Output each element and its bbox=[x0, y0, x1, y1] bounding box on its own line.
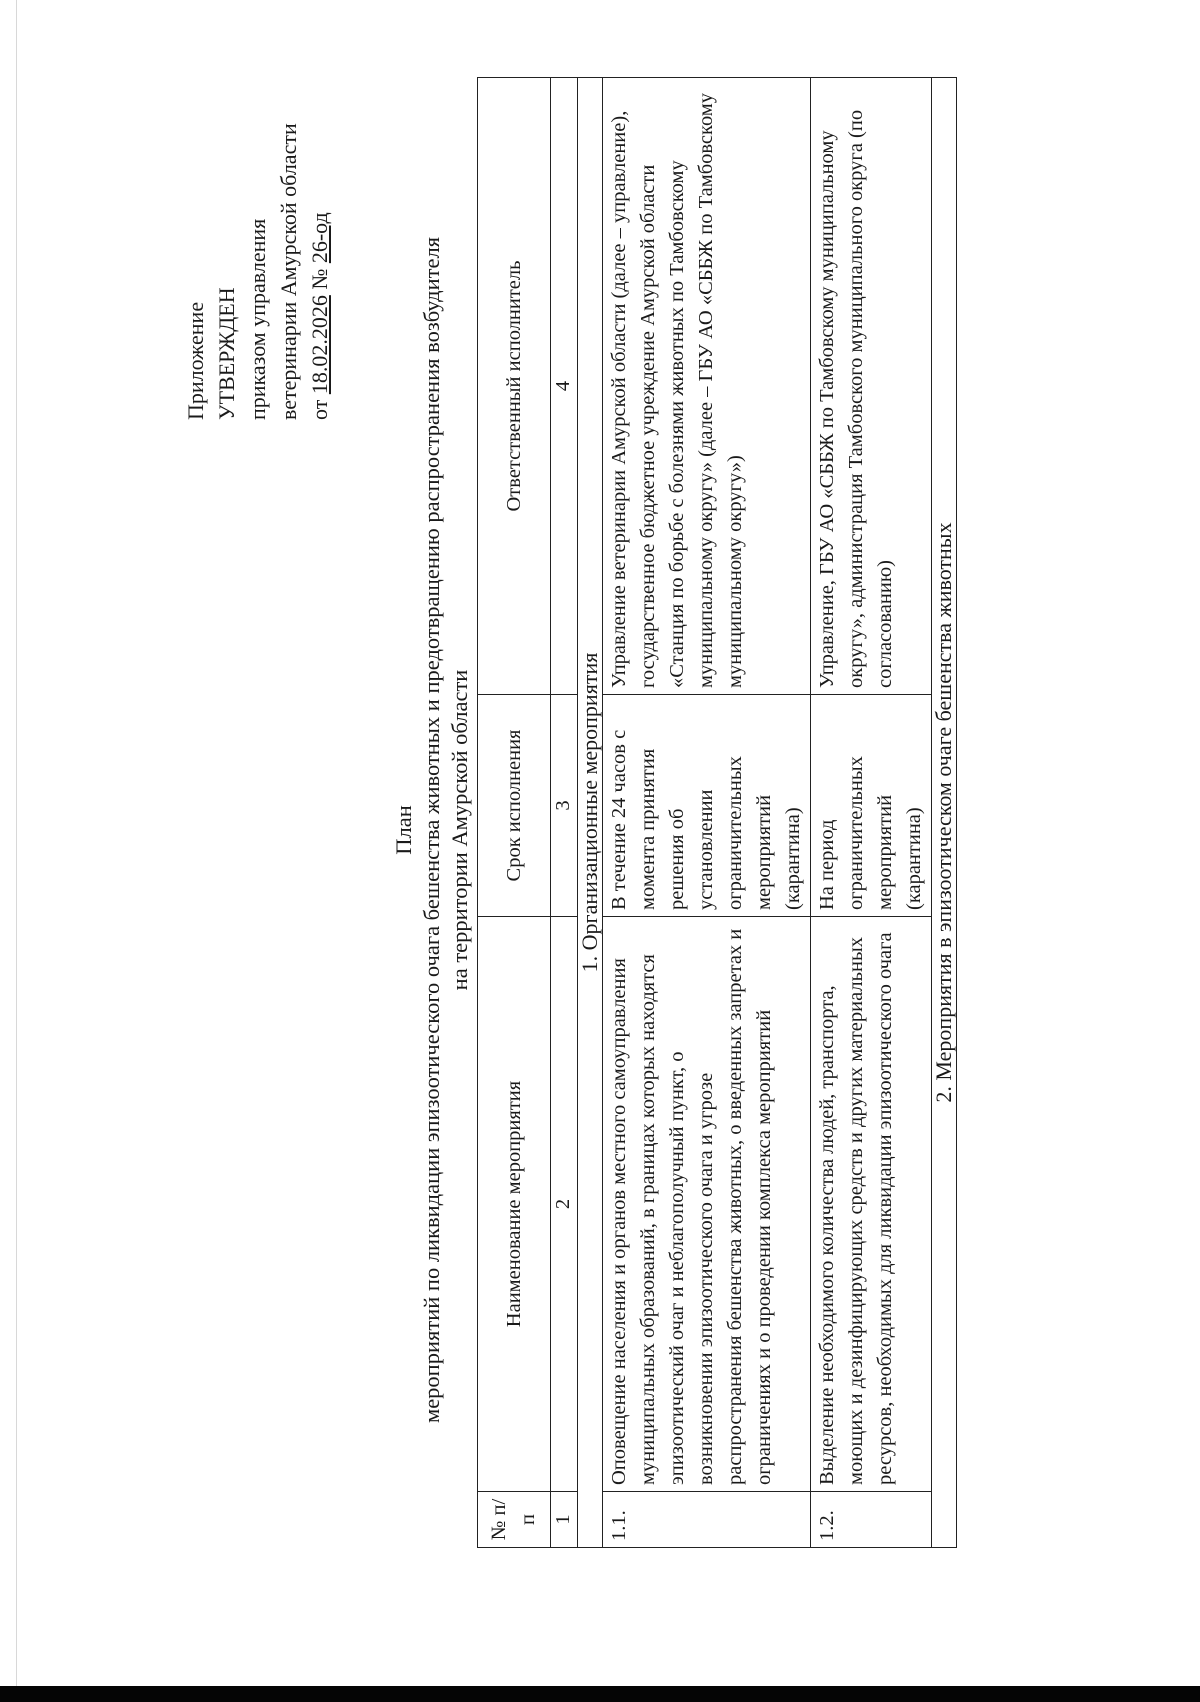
column-number: 3 bbox=[551, 695, 578, 917]
column-number: 1 bbox=[551, 1492, 578, 1548]
section-1-heading: 1. Организационные мероприятия bbox=[578, 78, 603, 1548]
header-responsible: Ответственный исполнитель bbox=[478, 78, 551, 695]
order-number: 26-од bbox=[307, 212, 332, 264]
row-number: 1.1. bbox=[603, 1492, 811, 1548]
row-responsible: Управление ветеринарии Амурской области (далее – управление), государственное бюджетное учреждение Амурской области «Станция по борьбе с болезнями животных по Тамбовскому муниципальному округу» (далее – ГБУ АО «СББЖ по Тамбовскому муниципальному округу») bbox=[603, 78, 811, 695]
header-term: Срок исполнения bbox=[478, 695, 551, 917]
number-sign: № bbox=[307, 268, 332, 290]
order-date-line bbox=[304, 60, 335, 420]
appendix-label: Приложение bbox=[183, 301, 208, 420]
row-number: 1.2. bbox=[811, 1492, 932, 1548]
table-row bbox=[811, 78, 932, 1548]
section-heading-row bbox=[932, 78, 957, 1548]
rotated-document-page bbox=[90, 50, 1100, 1610]
table-header-row bbox=[478, 78, 551, 1548]
approval-stamp-block bbox=[180, 60, 335, 420]
row-term: В течение 24 часов с момента принятия решения об установлении ограничительных мероприятий (карантина) bbox=[603, 695, 811, 917]
header-name: Наименование мероприятия bbox=[478, 917, 551, 1492]
title-territory: на территории Амурской области bbox=[447, 669, 472, 991]
order-line: приказом управления bbox=[245, 218, 270, 420]
title-subject: мероприятий по ликвидации эпизоотического очага бешенства животных и предотвращению распространения возбудителя bbox=[419, 236, 444, 1424]
approved-label: УТВЕРЖДЕН bbox=[214, 287, 239, 420]
title-plan: План bbox=[391, 805, 416, 855]
order-date: 18.02.2026 bbox=[307, 295, 332, 395]
row-responsible: Управление, ГБУ АО «СББЖ по Тамбовскому муниципальному округу», администрация Тамбовского муниципального округа (по согласованию) bbox=[811, 78, 932, 695]
scan-left-edge bbox=[16, 0, 17, 1686]
authority-line: ветеринарии Амурской области bbox=[276, 123, 301, 420]
plan-table bbox=[477, 77, 957, 1548]
column-number: 4 bbox=[551, 78, 578, 695]
table-row bbox=[603, 78, 811, 1548]
row-term: На период ограничительных мероприятий (карантина) bbox=[811, 695, 932, 917]
section-2-heading: 2. Мероприятия в эпизоотическом очаге бешенства животных bbox=[932, 78, 957, 1548]
section-heading-row bbox=[578, 78, 603, 1548]
column-number-row bbox=[551, 78, 578, 1548]
row-measure-name: Выделение необходимого количества людей, транспорта, моющих и дезинфицирующих средств и других материальных ресурсов, необходимых для ликвидации эпизоотического очага bbox=[811, 917, 932, 1492]
document-title bbox=[390, 50, 474, 1610]
row-measure-name: Оповещение населения и органов местного самоуправления муниципальных образований, в границах которых находятся эпизоотический очаг и неблагополучный пункт, о возникновении эпизоотического очага и угрозе распространения бешенства животных, о введенных запретах и ограничениях и о проведении комплекса мероприятий bbox=[603, 917, 811, 1492]
scan-bottom-edge bbox=[0, 1686, 1200, 1702]
from-prefix: от bbox=[307, 399, 332, 420]
header-number: № п/п bbox=[478, 1492, 551, 1548]
column-number: 2 bbox=[551, 917, 578, 1492]
